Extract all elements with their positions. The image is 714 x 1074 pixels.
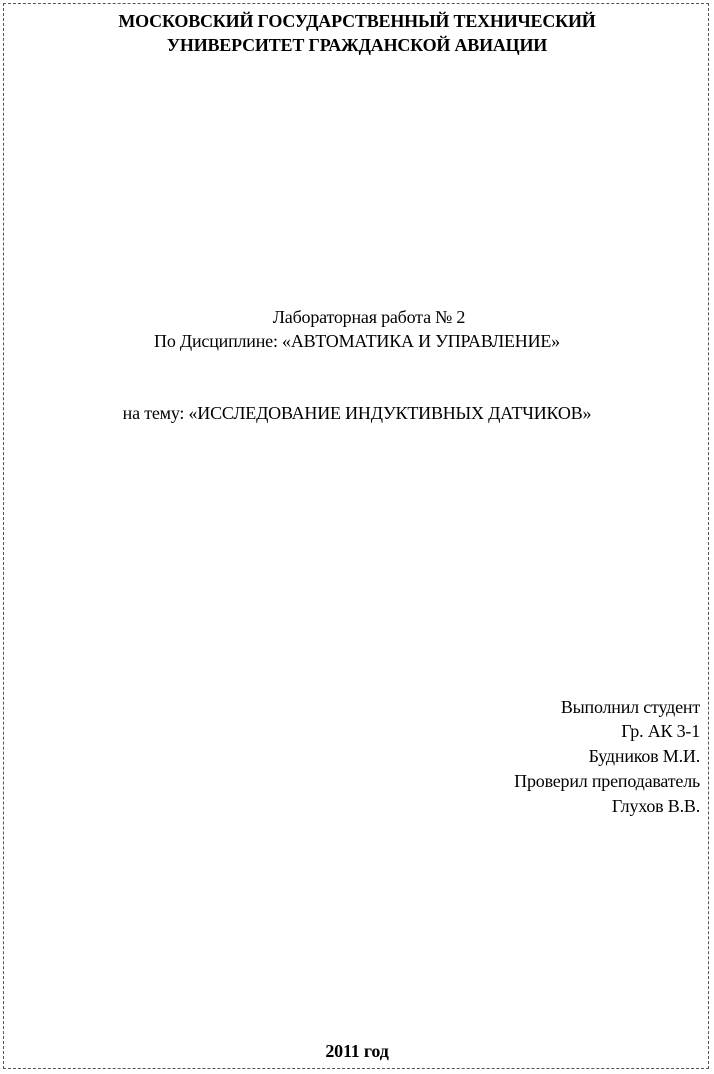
year-label: 2011 год: [325, 1041, 389, 1061]
student-group: Гр. АК 3-1: [621, 721, 700, 741]
page-frame: [3, 3, 709, 1069]
university-name-line1: МОСКОВСКИЙ ГОСУДАРСТВЕННЫЙ ТЕХНИЧЕСКИЙ: [118, 11, 596, 31]
university-name-line2: УНИВЕРСИТЕТ ГРАЖДАНСКОЙ АВИАЦИИ: [166, 35, 548, 55]
teacher-name: Глухов В.В.: [611, 796, 700, 816]
discipline-line: По Дисциплине: «АВТОМАТИКА И УПРАВЛЕНИЕ»: [154, 331, 560, 351]
performed-by-label: Выполнил студент: [560, 697, 700, 717]
topic-line: на тему: «ИССЛЕДОВАНИЕ ИНДУКТИВНЫХ ДАТЧИКОВ»: [122, 403, 592, 423]
checked-by-label: Проверил преподаватель: [514, 771, 700, 791]
work-title: Лабораторная работа № 2: [272, 307, 466, 327]
student-name: Будников М.И.: [588, 746, 700, 766]
